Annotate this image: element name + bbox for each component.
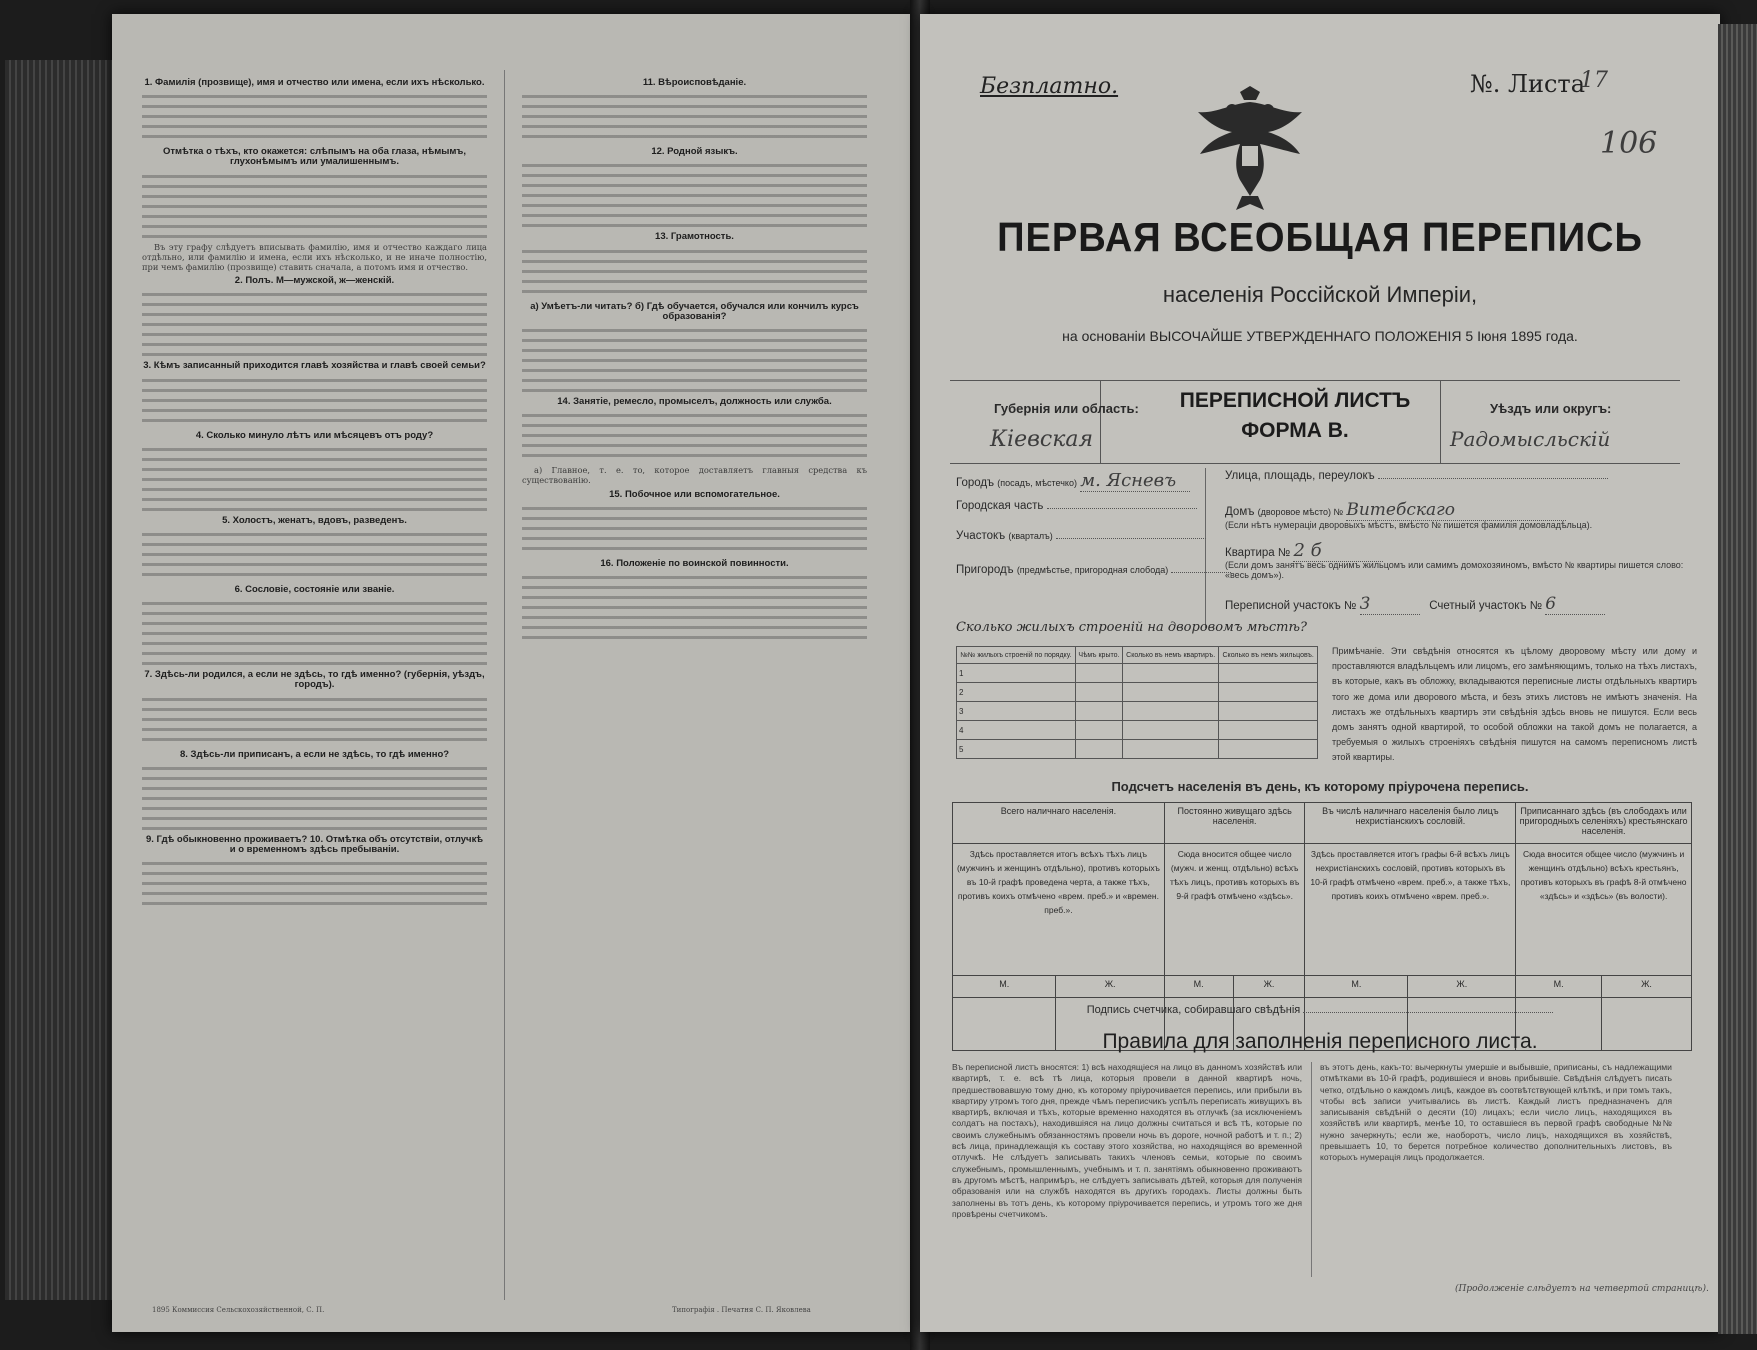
filler-text xyxy=(522,410,867,462)
city-field: Городъ (посадъ, мѣстечко) м. Ясневъ xyxy=(956,470,1190,492)
table-row xyxy=(957,664,1318,683)
population-header: Всего наличнаго населенія. xyxy=(953,803,1165,844)
suburb-field: Пригородъ (предмѣстье, пригородная слобода) xyxy=(956,564,1231,576)
buildings-header: Сколько въ немъ жильцовъ. xyxy=(1219,647,1318,664)
instruction-heading: 7. Здѣсь-ли родился, а если не здѣсь, то гдѣ именно? (губернія, уѣздъ, городъ). xyxy=(144,669,485,691)
empty-cell xyxy=(1075,683,1122,702)
page-edges-left xyxy=(5,60,113,1300)
instruction-heading: 4. Сколько минуло лѣтъ или мѣсяцевъ отъ роду? xyxy=(195,429,434,441)
instruction-heading: 15. Побочное или вспомогательное. xyxy=(609,488,780,500)
apartment-note: (Если домъ занятъ весь однимъ жильцомъ или самимъ домохозяиномъ, вмѣсто № квартиры пишется слово: «весь домъ»). xyxy=(1225,560,1684,580)
sheet-handwritten: 17 xyxy=(1580,68,1608,93)
district-value: Радомысльскій xyxy=(1450,427,1611,451)
instruction-heading: 14. Занятіе, ремесло, промыселъ, должность или служба. xyxy=(557,396,832,408)
instruction-text: Въ эту графу слѣдуетъ вписывать фамилію, имя и отчество каждаго лица отдѣльно, или фамилію и имена, если ихъ нѣсколько, и не иначе полностію, при чемъ фамилію (прозвище) ставить сначала, а потомъ имя и отчество. xyxy=(142,241,487,273)
instruction-heading: 5. Холостъ, женатъ, вдовъ, разведенъ. xyxy=(222,514,407,526)
filler-text xyxy=(522,246,867,298)
population-description: Сюда вносится общее число (мужч. и женщ. отдѣльно) всѣхъ тѣхъ лицъ, противъ которыхъ въ 9-й графѣ отмѣчено «здѣсь». xyxy=(1164,844,1305,976)
district-label: Уѣздъ или округъ: xyxy=(1490,401,1612,416)
street-field: Улица, площадь, переулокъ xyxy=(1225,470,1608,482)
form-title-sub: ФОРМА В. xyxy=(1241,419,1349,442)
filler-text xyxy=(142,598,487,666)
filler-text xyxy=(522,91,867,143)
legal-basis: на основаніи ВЫСОЧАЙШЕ УТВЕРЖДЕННАГО ПОЛОЖЕНІЯ 5 Іюня 1895 года. xyxy=(1062,328,1578,344)
house-value: Витебскаго xyxy=(1346,500,1566,521)
instruction-heading: 16. Положеніе по воинской повинности. xyxy=(600,557,789,569)
house-field: Домъ (дворовое мѣсто) № Витебскаго xyxy=(1225,500,1566,521)
row-number: 3 xyxy=(957,702,1076,721)
sex-column-label: М. xyxy=(1164,976,1233,998)
population-header: Приписаннаго здѣсь (въ слободахъ или пригородныхъ селеніяхъ) крестьянскаго населенія. xyxy=(1516,803,1692,844)
empty-cell xyxy=(1123,702,1219,721)
census-section-value: 3 xyxy=(1360,594,1420,615)
population-header: Постоянно живущаго здѣсь населенія. xyxy=(1164,803,1305,844)
buildings-header: Чѣмъ крыто. xyxy=(1075,647,1122,664)
instruction-heading: а) Умѣетъ-ли читать? б) Гдѣ обучается, обучался или кончилъ курсъ образованія? xyxy=(530,300,859,322)
population-description: Сюда вносится общее число (мужчинъ и женщинъ отдѣльно) всѣхъ крестьянъ, противъ которыхъ въ графѣ 8-й отмѣчено «здѣсь» и «здѣсь» (въ волости). xyxy=(1516,844,1692,976)
province-label: Губернія или область: xyxy=(994,401,1139,416)
filler-text xyxy=(522,503,867,555)
filler-text xyxy=(522,325,867,393)
row-number: 2 xyxy=(957,683,1076,702)
table-row xyxy=(957,702,1318,721)
empty-cell xyxy=(1075,664,1122,683)
filler-text xyxy=(142,171,487,239)
instructions-column-2 xyxy=(522,74,867,643)
empty-cell xyxy=(1123,683,1219,702)
table-row xyxy=(957,683,1318,702)
instruction-heading: 13. Грамотность. xyxy=(655,231,734,243)
empty-cell xyxy=(1075,721,1122,740)
empty-cell xyxy=(1219,664,1318,683)
filler-text xyxy=(142,289,487,357)
census-title: ПЕРВАЯ ВСЕОБЩАЯ ПЕРЕПИСЬ xyxy=(997,214,1643,260)
population-header: Въ числѣ наличнаго населенія было лицъ нехристіанскихъ сословій. xyxy=(1305,803,1516,844)
sex-column-label: Ж. xyxy=(1408,976,1516,998)
instruction-text: а) Главное, т. е. то, которое доставляетъ главныя средства къ существованію. xyxy=(522,465,867,486)
footer-right: Типографія . Печатня С. П. Яковлева xyxy=(672,1306,811,1314)
sex-column-label: М. xyxy=(1305,976,1408,998)
form-title-main: ПЕРЕПИСНОЙ ЛИСТЪ xyxy=(1179,389,1411,412)
population-description: Здѣсь проставляется итогъ всѣхъ тѣхъ лицъ (мужчинъ и женщинъ отдѣльно), противъ которыхъ въ 10-й графѣ проведена черта, а также тѣхъ, противъ коихъ отмѣчено «врем. преб.» и «времен. преб.». xyxy=(953,844,1165,976)
empty-cell xyxy=(1123,740,1219,759)
instruction-heading: 3. Кѣмъ записанный приходится главѣ хозяйства и главѣ своей семьи? xyxy=(143,360,486,372)
column-divider xyxy=(504,70,505,1300)
filler-text xyxy=(142,694,487,746)
footer-left: 1895 Коммиссия Сельскохозяйственной, С. П. xyxy=(152,1306,325,1314)
rules-divider xyxy=(1311,1062,1312,1277)
sex-column-label: М. xyxy=(1516,976,1602,998)
imperial-eagle-emblem xyxy=(1190,84,1310,214)
archive-sheet-number: 106 xyxy=(1600,126,1658,161)
filler-text xyxy=(142,91,487,143)
apartment-value: 2 б xyxy=(1293,540,1383,562)
instructions-column-1 xyxy=(142,74,487,913)
free-label: Безплатно. xyxy=(980,74,1119,99)
empty-cell xyxy=(1075,702,1122,721)
table-row xyxy=(957,721,1318,740)
filler-text xyxy=(142,858,487,910)
rules-column-1: Въ переписной листъ вносятся: 1) всѣ находящіеся на лицо въ данномъ хозяйствѣ или квартирѣ, т. е. всѣ тѣ лица, которыя провели в данной квартирѣ ночь, предшествовавшую тому дню, къ которому пріурочивается перепись, или прибыли въ квартиру утромъ того дня, прежде чѣмъ переписчикъ успѣлъ переписать живущихъ въ квартирѣ, включая и тѣхъ, которые временно находятся въ отлучкѣ (за исключеніемъ солдатъ на постахъ), находившіяся на лицо должны считаться и всѣ тѣ, которые по своимъ служебнымъ обязанностямъ провели ночь въ дороге, ночной работѣ и т. п.; 2) всѣ лица, принадлежащія къ составу этого хозяйства, но находящіяся во временной отлучкѣ. Не слѣдуетъ записывать такихъ членовъ семьи, которые по своимъ служебнымъ, промышленнымъ, учебнымъ и т. п. занятіямъ обыкновенно проживаютъ въ другомъ мѣстѣ, напримѣръ, не слѣдуетъ записывать дѣтей, которыя для полученія образованія или на службѣ находятся въ другихъ городахъ. Листы должны быть заполнены въ тотъ день, къ которому пріурочивается перепись, и утромъ того же дня провѣрены счетчикомъ. xyxy=(952,1062,1302,1219)
sheet-number-label: №. Листа xyxy=(1470,70,1586,98)
rules-title: Правила для заполненія переписного листа. xyxy=(1102,1030,1538,1053)
instruction-heading: 12. Родной языкъ. xyxy=(651,146,738,158)
continued-note: (Продолженіе слѣдуетъ на четвертой страницѣ). xyxy=(1455,1284,1709,1294)
instruction-heading: 11. Вѣроисповѣданіе. xyxy=(642,77,747,88)
row-number: 4 xyxy=(957,721,1076,740)
filler-text xyxy=(142,375,487,427)
section-field: Участокъ (кварталъ) xyxy=(956,530,1206,542)
filler-text xyxy=(142,763,487,831)
buildings-table xyxy=(956,646,1318,759)
city-value: м. Ясневъ xyxy=(1080,470,1190,492)
instruction-heading: Отмѣтка о тѣхъ, кто окажется: слѣпымъ на оба глаза, нѣмымъ, глухонѣмымъ или умалишеннымъ. xyxy=(163,146,466,168)
empty-cell xyxy=(1219,740,1318,759)
empty-cell xyxy=(1219,683,1318,702)
instruction-heading: 8. Здѣсь-ли приписанъ, а если не здѣсь, то гдѣ именно? xyxy=(179,748,450,760)
filler-text xyxy=(522,572,867,640)
instruction-heading: 2. Полъ. М—мужской, ж—женскій. xyxy=(234,275,395,287)
filler-text xyxy=(142,444,487,512)
apartment-field: Квартира № 2 б xyxy=(1225,540,1383,562)
instruction-heading: 9. Гдѣ обыкновенно проживаетъ? 10. Отмѣтка объ отсутствіи, отлучкѣ и о временномъ здѣсь пребываніи. xyxy=(146,833,483,856)
house-note: (Если нѣтъ нумераціи дворовыхъ мѣстъ, вмѣсто № пишется фамилія домовладѣльца). xyxy=(1225,520,1593,530)
empty-cell xyxy=(1123,664,1219,683)
empty-cell xyxy=(1075,740,1122,759)
enumerator-signature: Подпись счетчика, собиравшаго свѣдѣнія xyxy=(920,1004,1720,1016)
filler-text xyxy=(142,529,487,581)
province-value: Кіевская xyxy=(990,427,1094,452)
right-page xyxy=(920,14,1720,1332)
sex-column-label: М. xyxy=(953,976,1056,998)
empty-cell xyxy=(1219,721,1318,740)
left-page xyxy=(112,14,918,1332)
city-part-field: Городская часть xyxy=(956,500,1197,512)
filler-text xyxy=(522,160,867,228)
sex-column-label: Ж. xyxy=(1056,976,1164,998)
empty-cell xyxy=(1123,721,1219,740)
sex-column-label: Ж. xyxy=(1602,976,1692,998)
instruction-heading: 6. Сословіе, состояніе или званіе. xyxy=(234,584,395,596)
population-description: Здѣсь проставляется итогъ графы 6-й всѣхъ лицъ нехристіанскихъ сословій, противъ которыхъ въ 10-й графѣ отмѣчено «врем. преб.», а также тѣхъ, противъ коихъ отмѣчено «врем. преб.». xyxy=(1305,844,1516,976)
row-number: 1 xyxy=(957,664,1076,683)
address-divider xyxy=(1205,468,1206,628)
buildings-header: №№ жилыхъ строеній по порядку. xyxy=(957,647,1076,664)
form-title xyxy=(1175,386,1415,446)
sex-column-label: Ж. xyxy=(1233,976,1305,998)
census-subtitle: населенія Россійской Имперіи, xyxy=(1162,282,1478,307)
rules-column-2: въ этотъ день, какъ-то: вычеркнуты умершіе и выбывшіе, приписаны, съ надлежащими отмѣтками въ 10-й графѣ, родившіеся и вновь прибывшіе. Свѣдѣнія слѣдуетъ писать четко, отдѣльно о каждомъ лицѣ, каждое въ соотвѣтствующей клѣткѣ, и при томъ такъ, чтобы всѣ записи учитывались въ листѣ. Каждый листъ предназначенъ для записыванія свѣдѣній о десяти (10) лицахъ; если число лицъ, находящихся въ хозяйствѣ или квартирѣ, менѣе 10, то оставшіеся въ первой графѣ свободные №№ нужно зачеркнуть; если же, наоборотъ, число лицъ, находящихся въ хозяйствѣ, превышаетъ 10, то берется потребное количество дополнительныхъ листовъ, въ которыхъ нумерація лицъ продолжается. xyxy=(1320,1062,1672,1163)
instruction-heading: 1. Фамилія (прозвище), имя и отчество или имена, если ихъ нѣсколько. xyxy=(144,77,485,88)
note-paragraph: Примѣчаніе. Эти свѣдѣнія относятся къ цѣлому дворовому мѣсту или дому и проставляются владѣльцемъ или лицомъ, его замѣняющимъ, только на тѣхъ листахъ, въ которые, какъ въ обложку, вкладываются переписные листы отдѣльныхъ квартиръ того же дома или дворового мѣста, и безъ этихъ листовъ не имѣютъ значенія. На листахъ же отдѣльныхъ квартиръ эти свѣдѣнія здѣсь вновь не пишутся. Если весь домъ занятъ одной квартирой, то особой обложки на такой домъ не полагается, а требуемыя о жилыхъ строеніяхъ свѣдѣнія пишутся на самомъ переписномъ листѣ этой квартиры. xyxy=(1332,646,1697,763)
row-number: 5 xyxy=(957,740,1076,759)
census-section-field: Переписной участокъ № 3 Счетный участокъ № 6 xyxy=(1225,594,1605,615)
page-edges-right xyxy=(1718,24,1757,1334)
table-row xyxy=(957,740,1318,759)
buildings-question: Сколько жилыхъ строеній на дворовомъ мѣстѣ? xyxy=(956,620,1307,635)
population-count-title: Подсчетъ населенія въ день, къ которому пріурочена перепись. xyxy=(1111,779,1529,794)
buildings-header: Сколько въ немъ квартиръ. xyxy=(1123,647,1219,664)
empty-cell xyxy=(1219,702,1318,721)
count-section-value: 6 xyxy=(1545,594,1605,615)
